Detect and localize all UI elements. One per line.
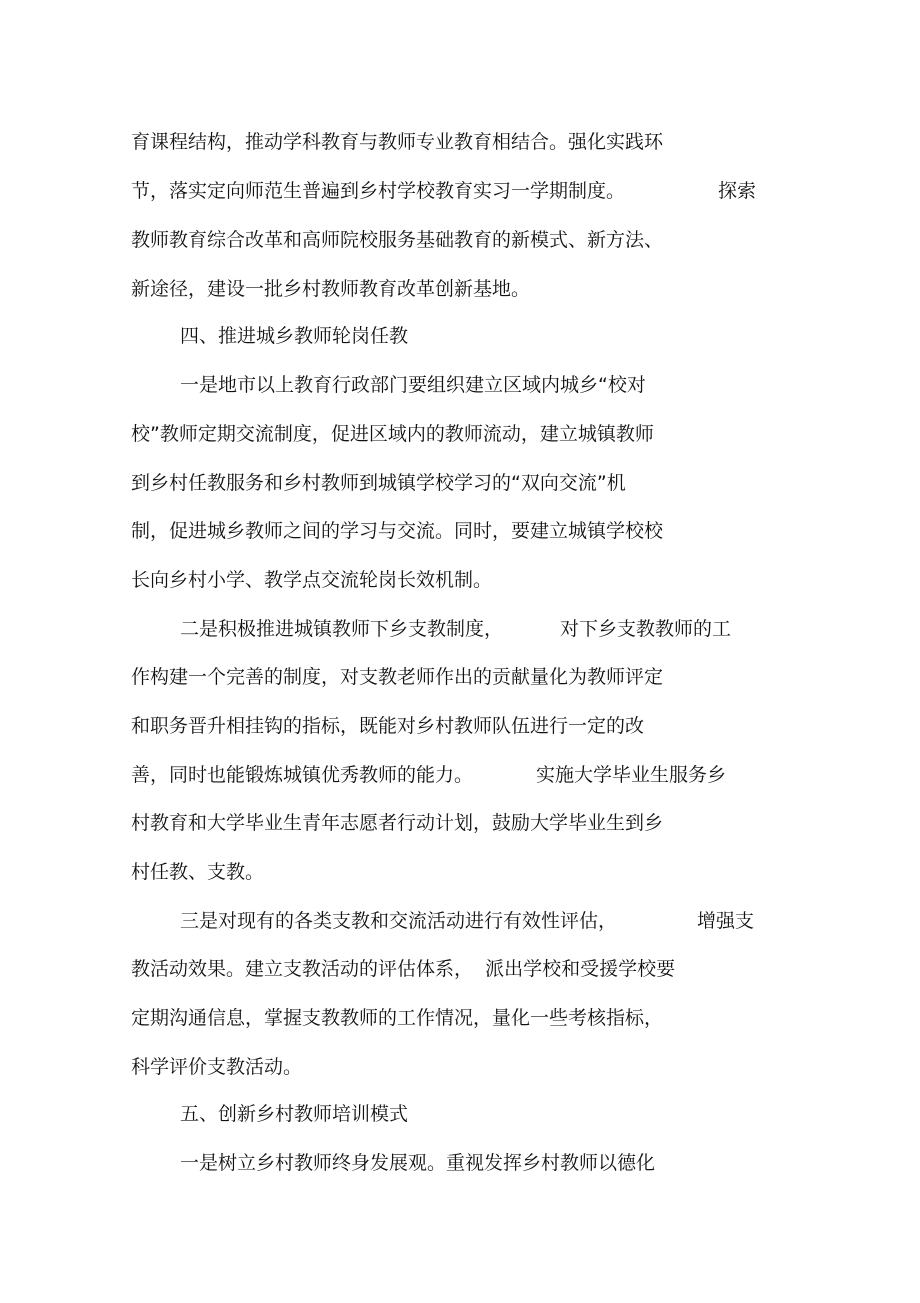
text-line-tail: 实施大学毕业生服务乡 <box>536 764 727 786</box>
text-line: 到乡村任教服务和乡村教师到城镇学校学习的“双向交流”机 <box>131 472 626 494</box>
text-line: 教师教育综合改革和高师院校服务基础教育的新模式、新方法、 <box>131 229 664 251</box>
text-line: 长向乡村小学、教学点交流轮岗长效机制。 <box>131 569 493 591</box>
text-line: 作构建一个完善的制度，对支教老师作出的贡献量化为教师评定 <box>131 666 664 688</box>
paragraph-first-line: 二是积极推进城镇教师下乡支教制度， <box>180 618 504 640</box>
text-line: 新途径，建设一批乡村教师教育改革创新基地。 <box>131 278 531 300</box>
paragraph-first-line: 一是地市以上教育行政部门要组织建立区域内城乡“校对 <box>180 374 646 396</box>
paragraph-first-line: 一是树立乡村教师终身发展观。重视发挥乡村教师以德化 <box>180 1152 656 1174</box>
text-line-tail: 探索 <box>718 180 757 202</box>
text-line-tail: 对下乡支教教师的工 <box>560 618 732 640</box>
text-line: 校”教师定期交流制度，促进区域内的教师流动，建立城镇教师 <box>131 423 654 445</box>
text-line: 教活动效果。建立支教活动的评估体系， 派出学校和受援学校要 <box>131 958 676 980</box>
text-line: 善，同时也能锻炼城镇优秀教师的能力。 <box>131 764 474 786</box>
text-line: 科学评价支教活动。 <box>131 1056 303 1078</box>
section-heading: 四、推进城乡教师轮岗任教 <box>180 325 409 347</box>
text-line: 制，促进城乡教师之间的学习与交流。同时，要建立城镇学校校 <box>131 520 664 542</box>
text-line: 和职务晋升相挂钩的指标，既能对乡村教师队伍进行一定的改 <box>131 715 645 737</box>
text-line: 育课程结构，推动学科教育与教师专业教育相结合。强化实践环 <box>131 131 664 153</box>
section-heading: 五、创新乡村教师培训模式 <box>180 1103 409 1125</box>
text-line: 村任教、支教。 <box>131 861 265 883</box>
text-line: 村教育和大学毕业生青年志愿者行动计划，鼓励大学毕业生到乡 <box>131 812 664 834</box>
paragraph-first-line: 三是对现有的各类支教和交流活动进行有效性评估， <box>180 910 618 932</box>
text-line-tail: 增强支 <box>697 910 755 932</box>
text-line: 定期沟通信息，掌握支教教师的工作情况，量化一些考核指标， <box>131 1007 664 1029</box>
text-line: 节，落实定向师范生普遍到乡村学校教育实习一学期制度。 <box>131 180 626 202</box>
